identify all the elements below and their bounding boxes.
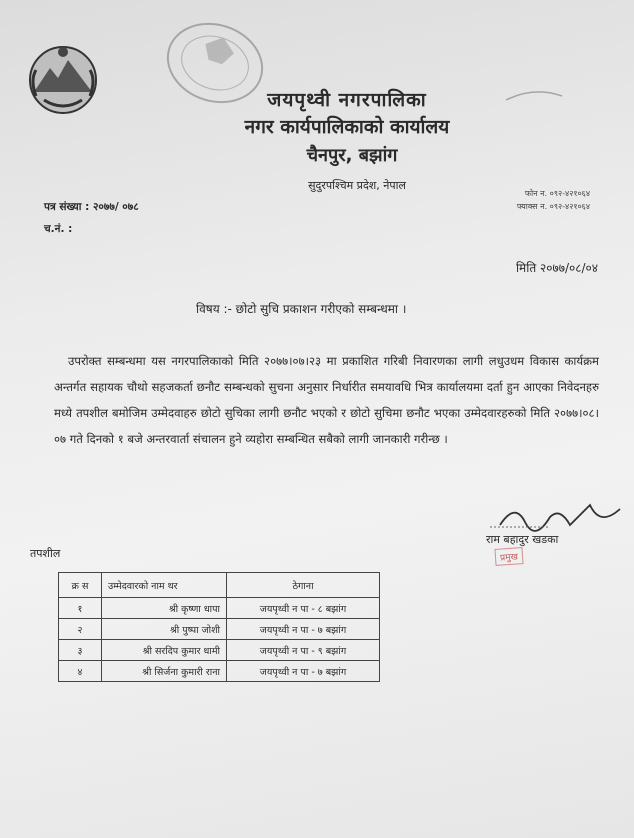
details-label: तपशील (30, 547, 61, 560)
town-name: चैनपुर, बझांग (306, 145, 398, 166)
cell-sn: ३ (59, 640, 102, 661)
table-row (59, 598, 380, 619)
candidate-table (58, 572, 380, 682)
cell-name: श्री पुष्पा जोशी (102, 619, 227, 640)
municipality-name: जयपृथ्वी नगरपालिका (267, 89, 427, 111)
phone-number: फोन न. ०९२-४२१०६४ (524, 189, 590, 198)
table-header-row (59, 573, 380, 598)
letter-subject: विषय :- छोटो सुचि प्रकाशन गरीएको सम्बन्धमा । (196, 302, 407, 316)
cell-name: श्री सरदिप कुमार धामी (102, 640, 227, 661)
office-name: नगर कार्यपालिकाको कार्यालय (244, 116, 450, 138)
province-address: सुदुरपश्चिम प्रदेश, नेपाल (308, 179, 406, 192)
body-paragraph: उपरोक्त सम्बन्धमा यस नगरपालिकाको मिति २०७७।०७।२३ मा प्रकाशित गरिबी निवारणका लागी लधुउधम विकास कार्यक्रम अन्तर्गत सहायक चौथो सहजकर्ता छनौट सम्बन्धको सुचना अनुसार निर्धारीत समयावधि भित्र कार्यालयमा दर्ता हुन आएका निवेदनहरु मध्ये तपशील बमोजिम उम्मेदवाहरु छोटो सुचिका लागी छनौट भएको र छोटो सुचिमा छनौट भएका उम्मेदवारहरुको मिति २०७७।०८।०७ गते दिनको १ बजे अन्तरवार्ता संचालन हुने व्यहोरा सम्बन्धित सबैको लागी जानकारी गरीन्छ । (54, 354, 599, 446)
cell-address: जयपृथ्वी न पा - ७ बझांग (227, 619, 380, 640)
cell-address: जयपृथ्वी न पा - ९ बझांग (227, 640, 380, 661)
signatory-stamp: प्रमुख (494, 547, 523, 566)
table-row (59, 619, 380, 640)
cell-address: जयपृथ्वी न पा - ८ बझांग (227, 598, 380, 619)
cell-address: जयपृथ्वी न पा - ७ बझांग (227, 661, 380, 682)
faint-logo-icon (504, 86, 564, 104)
table-row (59, 661, 380, 682)
fax-number: फ्याक्स न. ०९२-४२१०६४ (516, 202, 590, 211)
col-header-address: ठेगाना (227, 573, 380, 598)
col-header-name: उम्मेदवारको नाम थर (102, 573, 227, 598)
reference-number: पत्र संख्या : २०७७/ ०७८ (44, 201, 139, 213)
letter-body (54, 348, 599, 452)
cell-sn: १ (59, 598, 102, 619)
col-header-sn: क्र स (59, 573, 102, 598)
cell-sn: २ (59, 619, 102, 640)
dispatch-number: च.नं. : (44, 223, 73, 235)
cell-name: श्री कृष्णा धापा (102, 598, 227, 619)
table-row (59, 640, 380, 661)
cell-sn: ४ (59, 661, 102, 682)
signatory-name: राम बहादुर खडका (486, 533, 559, 546)
letter-date: मिति २०७७/०८/०४ (515, 261, 598, 275)
cell-name: श्री सिर्जना कुमारी राना (102, 661, 227, 682)
